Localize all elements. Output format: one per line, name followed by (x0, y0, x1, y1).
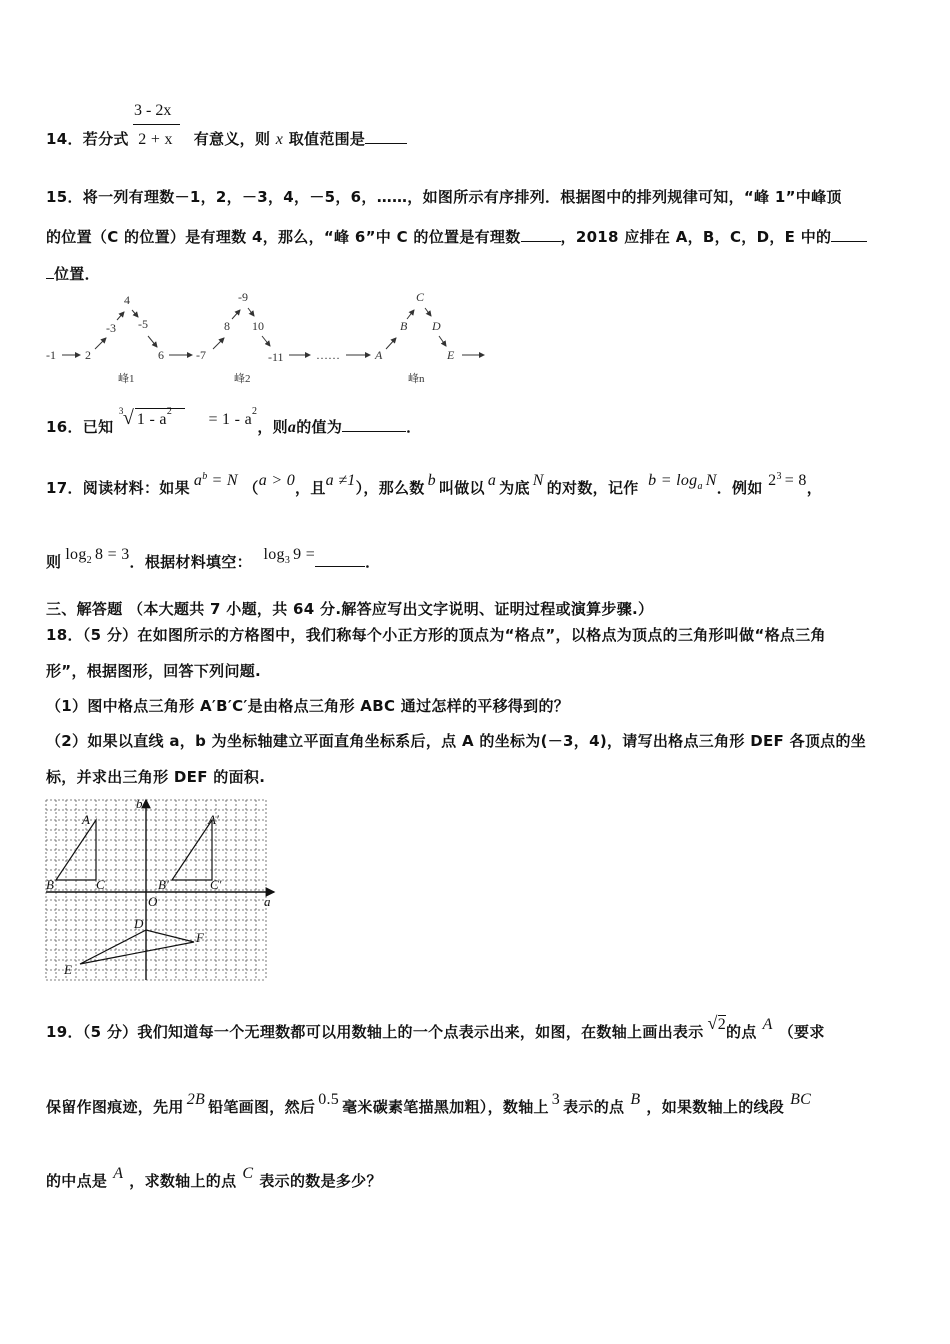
peak1-top: 4 (124, 293, 130, 307)
peak2-br: -11 (268, 350, 284, 364)
q15-line3-text: 位置． (54, 265, 100, 283)
peak1-r: -5 (138, 317, 148, 331)
peak1-l: -3 (106, 321, 116, 335)
peak1-start: -1 (46, 348, 56, 362)
answer-blank[interactable] (315, 552, 365, 567)
peak2-top: -9 (238, 290, 248, 304)
q15-line1: 15．将一列有理数－1，2，－3，4，－5，6，……，如图所示有序排列．根据图中的排列规律可知，“峰 1”中峰顶 (46, 188, 842, 206)
q14-prefix: 14．若分式 (46, 130, 129, 148)
log-lhs: b = log (648, 472, 698, 489)
peak2-l: 8 (224, 319, 230, 333)
t2: 为底 (499, 479, 530, 497)
q19-three: 3 (551, 1091, 561, 1108)
t5: ．根据材料填空： (129, 553, 252, 571)
q17-line2 (46, 546, 381, 574)
peakn-A: A (375, 348, 383, 362)
q18-line1: 18．（5 分）在如图所示的方格图中，我们称每个小正方形的顶点为“格点”，以格点为顶点的三角形叫做“格点三角 (46, 626, 826, 644)
paren-close: ），那么数 (355, 479, 425, 497)
cond1: a > 0 (258, 472, 296, 489)
q19-line3 (46, 1165, 382, 1191)
q15-line2b: ，2018 应排在 A，B，C，D，E 中的 (560, 228, 832, 246)
q17-line1 (46, 471, 823, 500)
peakn-E: E (447, 348, 455, 362)
label-axis-b: b (136, 796, 143, 811)
label-A-prime: A′ (208, 812, 219, 827)
q19-l2c: 毫米碳素笔描黑加粗），数轴上 (342, 1098, 549, 1116)
fraction-denominator: 2 + x (138, 131, 173, 148)
q19-mm: 0.5 (318, 1091, 340, 1108)
label-O: O (148, 894, 158, 909)
q19-l3c: 表示的数是多少？ (259, 1172, 382, 1190)
peakn-C: C (416, 290, 425, 304)
cond2: a ≠1 (325, 472, 356, 489)
sqrt-value: 2 (717, 1016, 727, 1033)
fraction-numerator: 3 - 2x (134, 102, 172, 119)
q16-var: a (287, 419, 297, 436)
q19-l1a: 19．（5 分）我们知道每一个无理数都可以用数轴上的一个点表示出来，如图，在数轴上画出表示 (46, 1023, 704, 1041)
fraction-bar (133, 124, 180, 125)
peakn-label: 峰n (408, 373, 425, 385)
q16-suffix: 的值为 (296, 418, 343, 436)
q15-line2 (46, 226, 867, 247)
answer-blank[interactable] (342, 417, 406, 432)
q19-A2: A (113, 1165, 124, 1182)
radicand: 1 - a (136, 411, 167, 428)
q15-line3 (46, 263, 100, 284)
q14-suffix: 取值范围是 (288, 130, 366, 148)
q19-l2d: 表示的点 (563, 1098, 625, 1116)
q14-var: x (275, 131, 284, 148)
label-A: A (82, 812, 90, 827)
q19-A: A (762, 1016, 773, 1033)
peakn-D: D (432, 319, 441, 333)
var-a2: a (487, 472, 497, 489)
cube-root-expression (118, 405, 203, 437)
q16-prefix: 16．已知 (46, 418, 114, 436)
section-heading: 三、解答题 （本大题共 7 小题，共 64 分.解答应写出文字说明、证明过程或演算步骤.） (46, 600, 654, 618)
grid-lines (46, 800, 266, 980)
q19-l2e: ，如果数轴上的线段 (646, 1098, 785, 1116)
q17-line2-prefix: 则 (46, 553, 62, 571)
q18-line2: 形”，根据图形，回答下列问题. (46, 662, 262, 680)
answer-blank[interactable] (831, 227, 867, 242)
q16-rhs: = 1 - a (208, 411, 252, 428)
exp-b: b (202, 471, 208, 482)
sqrt-expression (708, 1013, 727, 1034)
ex2-rhs: 8 = 3 (94, 546, 130, 563)
q19-l3a: 的中点是 (46, 1172, 108, 1190)
ask-log: log (263, 546, 285, 563)
grid-figure (42, 796, 282, 986)
q19-2B: 2B (186, 1091, 206, 1108)
ex-rhs: = 8 (784, 472, 807, 489)
q19-line2 (46, 1091, 812, 1117)
q14-mid: 有意义，则 (193, 130, 271, 148)
q19-l1b: 的点 (726, 1023, 757, 1041)
triangle-DEF (80, 930, 194, 964)
t1: 叫做以 (438, 479, 485, 497)
peak1-bl: 2 (85, 348, 91, 362)
var-b: b (427, 472, 436, 489)
answer-blank[interactable] (365, 129, 407, 144)
log-N: N (705, 472, 717, 489)
label-B-prime: B′ (158, 877, 169, 892)
peak2-bl: -7 (196, 348, 206, 362)
q15-line2a: 的位置（C 的位置）是有理数 4，那么，“峰 6”中 C 的位置是有理数 (46, 228, 521, 246)
answer-blank[interactable] (46, 264, 54, 279)
label-C-prime: C′ (210, 877, 222, 892)
peak1-br: 6 (158, 348, 164, 362)
label-D: D (134, 916, 144, 931)
label-C: C (96, 877, 105, 892)
peakn-B: B (400, 319, 408, 333)
q18-sub1: （1）图中格点三角形 A′B′C′是由格点三角形 ABC 通过怎样的平移得到的？ (46, 697, 570, 715)
ask-rhs: 9 = (293, 546, 316, 563)
radical-sign: √ (707, 1013, 718, 1033)
log-sub: a (697, 481, 703, 492)
q16-mid: ，则 (257, 418, 288, 436)
var-a: a (193, 472, 203, 489)
answer-blank[interactable] (521, 227, 561, 242)
q19-l2a: 保留作图痕迹，先用 (46, 1098, 184, 1116)
label-axis-a: a (264, 894, 271, 909)
t3: 的对数，记作 (546, 479, 639, 497)
q17-prefix: 17．阅读材料：如果 (46, 479, 190, 497)
label-B: B (46, 877, 54, 892)
eq-N: = N (211, 472, 238, 489)
q19-line1 (46, 1013, 825, 1042)
peak2-r: 10 (252, 319, 264, 333)
ex2-sub: 2 (86, 555, 92, 566)
q19-B: B (630, 1091, 641, 1108)
q16: 16．已知 3 √ $1 - a^2 = 1 - a^2$，则a的值为 ． (46, 405, 422, 436)
q17-end: ． (365, 553, 381, 571)
peak-figure (44, 286, 494, 391)
radical-bar (135, 408, 185, 409)
q19-l1c: （要求 (778, 1023, 825, 1041)
t4: ．例如 (716, 479, 763, 497)
peak1-label: 峰1 (118, 373, 135, 385)
q19-l2b: 铅笔画图，然后 (208, 1098, 316, 1116)
peak2-label: 峰2 (234, 373, 251, 385)
q19-l3b: ，求数轴上的点 (129, 1172, 237, 1190)
ex-base: 2 (768, 472, 777, 489)
ask-sub: 3 (284, 555, 291, 566)
and: ，且 (295, 479, 326, 497)
q19-BC: BC (790, 1091, 812, 1108)
var-N: N (532, 472, 544, 489)
label-F: F (196, 930, 204, 945)
radical-sign: √ (122, 406, 135, 429)
paren-open: （ (243, 479, 259, 497)
exponent: 2 (252, 406, 258, 417)
root-index: 3 (118, 405, 124, 416)
peak-dots: …… (316, 348, 340, 362)
ex-exp: 3 (776, 471, 782, 482)
ex2-log: log (65, 546, 87, 563)
q18-sub2: （2）如果以直线 a，b 为坐标轴建立平面直角坐标系后，点 A 的坐标为(－3，4)，请写出格点三角形 DEF 各顶点的坐 (46, 732, 867, 750)
exponent: 2 (166, 405, 173, 417)
q19-C: C (242, 1165, 254, 1182)
label-E: E (64, 962, 72, 977)
comma: ， (806, 479, 823, 497)
q18-sub2b: 标，并求出三角形 DEF 的面积. (46, 768, 266, 786)
